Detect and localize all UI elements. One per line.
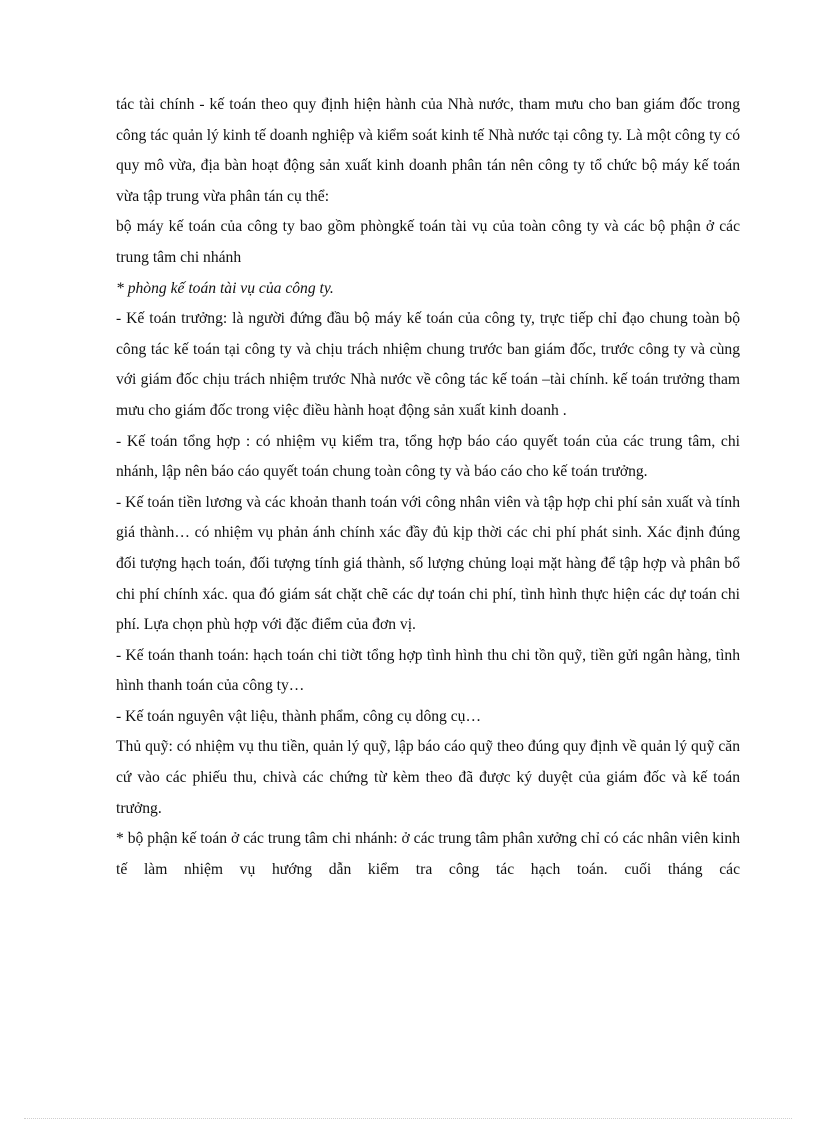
paragraph-payroll-accountant: - Kế toán tiền lương và các khoản thanh toán với công nhân viên và tập hợp chi phí sản xuất và tính giá thành… có nhiệm vụ phản ánh chính xác đầy đủ kịp thời các chi phí phát sinh. Xác định đúng đối tượng hạch toán, đối tượng tính giá thành, số lượng chủng loại mặt hàng để tập hợp và phân bổ chi phí chính xác. qua đó giám sát chặt chẽ các dự toán chi phí, tình hình thực hiện các dự toán chi phí. Lựa chọn phù hợp với đặc điểm của đơn vị. (116, 493, 740, 634)
section-heading-accounting-office: * phòng kế toán tài vụ của công ty. (116, 279, 334, 297)
paragraph-general-accountant: - Kế toán tổng hợp : có nhiệm vụ kiểm tra, tổng hợp báo cáo quyết toán của các trung tâm, chi nhánh, lập nên báo cáo quyết toán chung toàn công ty và báo cáo cho kế toán trưởng. (116, 432, 740, 481)
paragraph-materials-accountant: - Kế toán nguyên vật liệu, thành phẩm, công cụ dông cụ… (116, 707, 482, 725)
document-body (116, 90, 740, 885)
paragraph-branch-accounting: * bộ phận kế toán ở các trung tâm chi nhánh: ở các trung tâm phân xưởng chỉ có các nhân viên kinh tế làm nhiệm vụ hướng dẫn kiểm tra công tác hạch toán. cuối tháng các (116, 830, 740, 878)
paragraph-chief-accountant: - Kế toán trưởng: là người đứng đầu bộ máy kế toán của công ty, trực tiếp chỉ đạo chung toàn bộ công tác kế toán tại công ty và chịu trách nhiệm chung trước ban giám đốc, trước công ty và cùng với giám đốc chịu trách nhiệm trước Nhà nước về công tác kế toán –tài chính. kế toán trưởng tham mưu cho giám đốc trong việc điều hành hoạt động sản xuất kinh doanh . (116, 310, 740, 419)
paragraph-payment-accountant: - Kế toán thanh toán: hạch toán chi tiờt tổng hợp tình hình thu chi tồn quỹ, tiền gửi ngân hàng, tình hình thanh toán của công ty… (116, 646, 740, 695)
paragraph-treasurer: Thủ quỹ: có nhiệm vụ thu tiền, quản lý quỹ, lập báo cáo quỹ theo đúng quy định về quản lý quỹ căn cứ vào các phiếu thu, chivà các chứng từ kèm theo đã được ký duyệt của giám đốc và kế toán trưởng. (116, 738, 740, 817)
page-boundary-divider (24, 1118, 792, 1119)
paragraph-structure: bộ máy kế toán của công ty bao gồm phòngkế toán tài vụ của toàn công ty và các bộ phận ở các trung tâm chi nhánh (116, 218, 740, 266)
paragraph-intro: tác tài chính - kế toán theo quy định hiện hành của Nhà nước, tham mưu cho ban giám đốc trong công tác quản lý kinh tế doanh nghiệp và kiểm soát kinh tế Nhà nước tại công ty. Là một công ty có quy mô vừa, địa bàn hoạt động sản xuất kinh doanh phân tán nên công ty tổ chức bộ máy kế toán vừa tập trung vừa phân tán cụ thể: (116, 96, 740, 205)
